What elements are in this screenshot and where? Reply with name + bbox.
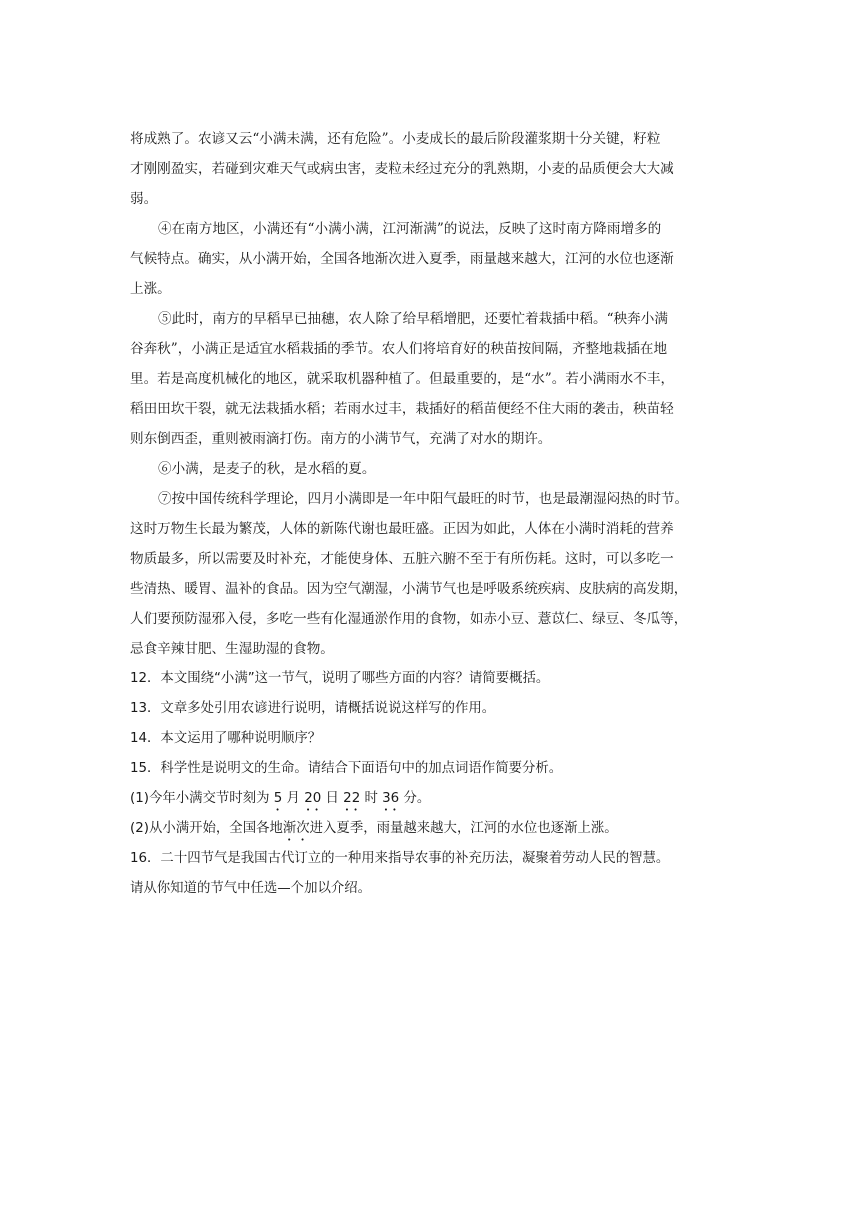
text-line: 里。若是高度机械化的地区，就采取机器种植了。但最重要的，是“水”。若小满雨水不丰， bbox=[130, 371, 675, 387]
text-line: ⑤此时，南方的早稻早已抽穗，农人除了给早稻增肥，还要忙着栽插中稻。“秧奔小满 bbox=[158, 311, 668, 327]
question-16: 16．二十四节气是我国古代订立的一种用来指导农事的补充历法，凝聚着劳动人民的智慧。 bbox=[130, 851, 670, 866]
text-line: 稻田田坎干裂，就无法栽插水稻；若雨水过丰，栽插好的稻苗便经不住大雨的袭击，秧苗轻 bbox=[130, 401, 674, 417]
text-line: 人们要预防湿邪入侵，多吃一些有化湿通淤作用的食物，如赤小豆、薏苡仁、绿豆、冬瓜等， bbox=[130, 611, 688, 627]
paragraph-3 bbox=[130, 124, 730, 214]
question-13: 13．文章多处引用农谚进行说明，请概括说说这样写的作用。 bbox=[130, 701, 496, 716]
unit-text: 分 bbox=[403, 791, 417, 806]
text-line: 才刚刚盈实，若碰到灾难天气或病虫害，麦粒未经过充分的乳熟期，小麦的品质便会大大减 bbox=[130, 161, 674, 177]
text-line: 弱。 bbox=[130, 191, 158, 207]
question-15: 15．科学性是说明文的生命。请结合下面语句中的加点词语作简要分析。 bbox=[130, 761, 563, 776]
dotted-number: 20 bbox=[304, 791, 322, 806]
text-line: ⑦按中国传统科学理论，四月小满即是一年中阳气最旺的时节，也是最潮湿闷热的时节。 bbox=[158, 491, 689, 507]
text-line: 则东倒西歪，重则被雨滴打伤。南方的小满节气，充满了对水的期许。 bbox=[130, 431, 552, 447]
question-12: 12．本文围绕“小满”这一节气，说明了哪些方面的内容？请简要概括。 bbox=[130, 671, 550, 686]
dotted-word: 渐次 bbox=[282, 821, 310, 836]
text-line: ⑥小满，是麦子的秋，是水稻的夏。 bbox=[158, 461, 376, 477]
question-14: 14．本文运用了哪种说明顺序？ bbox=[130, 731, 322, 746]
text-line: 忌食辛辣甘肥、生湿助湿的食物。 bbox=[130, 641, 334, 657]
paragraph-4 bbox=[130, 214, 730, 304]
unit-text: 时 bbox=[364, 791, 378, 806]
dotted-number: 36 bbox=[382, 791, 400, 806]
question-15-item-2 bbox=[130, 814, 730, 844]
text-line: 上涨。 bbox=[130, 281, 171, 297]
paragraph-5 bbox=[130, 304, 730, 454]
question-16-continued: 请从你知道的节气中任选—个加以介绍。 bbox=[130, 881, 372, 896]
questions bbox=[130, 664, 730, 904]
item-prefix: (2)从小满开始，全国各地 bbox=[130, 821, 283, 836]
paragraph-7 bbox=[130, 484, 730, 664]
text-line: 气候特点。确实，从小满开始，全国各地渐次进入夏季，雨量越来越大，江河的水位也逐渐 bbox=[130, 251, 674, 267]
text-line: ④在南方地区，小满还有“小满小满，江河渐满”的说法，反映了这时南方降雨增多的 bbox=[158, 221, 662, 237]
text-line: 将成熟了。农谚又云“小满未满，还有危险”。小麦成长的最后阶段灌浆期十分关键，籽粒 bbox=[130, 131, 661, 147]
paragraph-6 bbox=[130, 454, 730, 484]
text-line: 物质最多，所以需要及时补充，才能使身体、五脏六腑不至于有所伤耗。这时，可以多吃一 bbox=[130, 551, 674, 567]
text-line: 这时万物生长最为繁茂，人体的新陈代谢也最旺盛。正因为如此，人体在小满时消耗的营养 bbox=[130, 521, 674, 537]
document-page bbox=[130, 124, 730, 904]
text-line: 谷奔秋”，小满正是适宜水稻栽插的季节。农人们将培育好的秧苗按间隔，齐整地栽插在地 bbox=[130, 341, 668, 357]
dotted-number: 5 bbox=[273, 791, 283, 806]
dotted-number: 22 bbox=[343, 791, 361, 806]
question-15-item-1 bbox=[130, 784, 730, 814]
text-line: 些清热、暖胃、温补的食品。因为空气潮湿，小满节气也是呼吸系统疾病、皮肤病的高发期， bbox=[130, 581, 688, 597]
item-suffix: 。 bbox=[416, 791, 431, 806]
item-prefix: (1)今年小满交节时刻为 bbox=[130, 791, 270, 806]
unit-text: 日 bbox=[325, 791, 339, 806]
unit-text: 月 bbox=[286, 791, 300, 806]
item-suffix: 进入夏季，雨量越来越大，江河的水位也逐渐上涨。 bbox=[309, 821, 618, 836]
